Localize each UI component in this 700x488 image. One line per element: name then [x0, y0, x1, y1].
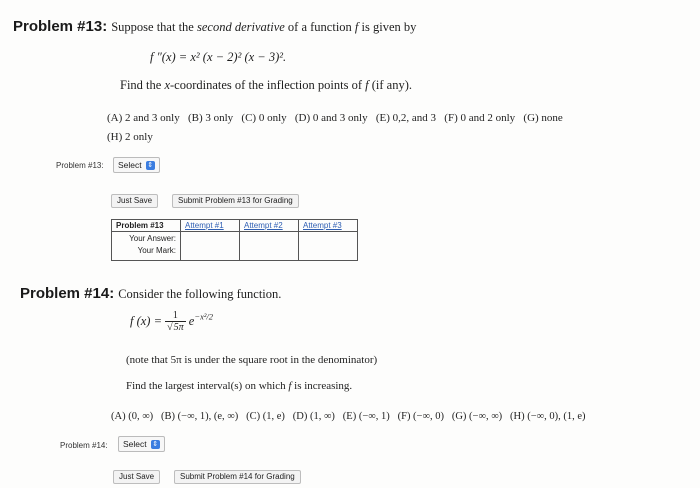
- intro-function: f: [354, 20, 359, 34]
- problem-13-attempts-table: [111, 219, 358, 261]
- problem-13-choice-h: (H) 2 only: [107, 131, 153, 143]
- chevron-updown-icon: ⇕: [152, 441, 159, 449]
- fraction: [165, 311, 186, 333]
- intro-text-2: of a function: [287, 20, 352, 34]
- attempt-3-link[interactable]: Attempt #3: [303, 221, 342, 230]
- attempt-3-cell: [299, 232, 358, 261]
- select-value: Select: [123, 439, 147, 449]
- chevron-updown-icon: ⇕: [147, 162, 154, 170]
- problem-14-just-save-button[interactable]: Just Save: [113, 470, 160, 484]
- table-header-attempt-3[interactable]: [299, 220, 358, 232]
- table-row-labels: [112, 232, 181, 261]
- fraction-numerator: 1: [165, 311, 186, 322]
- problem-14-answer-select[interactable]: [118, 436, 165, 452]
- problem-14-submit-button[interactable]: Submit Problem #14 for Grading: [174, 470, 301, 484]
- problem-13-answer-select[interactable]: [113, 157, 160, 173]
- table-header-row: [112, 220, 358, 232]
- problem-13-intro: [111, 20, 416, 34]
- attempt-1-link[interactable]: Attempt #1: [185, 221, 224, 230]
- select-value: Select: [118, 160, 142, 170]
- intro-text-3: is given by: [361, 20, 417, 34]
- question-text: Find the largest interval(s) on which: [126, 380, 286, 392]
- intro-emphasis: second derivative: [196, 20, 285, 34]
- problem-13-title: Problem #13:: [13, 18, 108, 35]
- question-text: Find the: [120, 78, 162, 92]
- exp-power: −x²/2: [194, 311, 214, 322]
- problem-14-header: [20, 285, 281, 303]
- table-header-attempt-2[interactable]: [240, 220, 299, 232]
- attempt-2-link[interactable]: Attempt #2: [244, 221, 283, 230]
- question-function: f: [288, 380, 292, 392]
- problem-14-choices: (A) (0, ∞) (B) (−∞, 1), (e, ∞) (C) (1, e) (D) (1, ∞) (E) (−∞, 1) (F) (−∞, 0) (G) (−∞, ∞) (H) (−∞, 0), (1, e): [111, 411, 586, 422]
- sqrt-icon: √: [167, 322, 173, 333]
- problem-14-select-label: Problem #14:: [60, 441, 108, 450]
- problem-13-submit-button[interactable]: Submit Problem #13 for Grading: [172, 194, 299, 208]
- problem-13-question: [120, 78, 412, 93]
- problem-13-just-save-button[interactable]: Just Save: [111, 194, 158, 208]
- problem-13-select-label: Problem #13:: [56, 161, 104, 170]
- your-mark-label: Your Mark:: [137, 246, 176, 255]
- problem-14-title: Problem #14:: [20, 285, 115, 302]
- question-variable: x: [164, 78, 171, 92]
- question-function: f: [365, 78, 369, 92]
- table-header-problem: Problem #13: [112, 220, 181, 232]
- problem-13-header: [13, 18, 416, 36]
- question-text-2: is increasing.: [294, 380, 353, 392]
- table-row: [112, 232, 358, 261]
- table-header-attempt-1[interactable]: [181, 220, 240, 232]
- problem-14-note: (note that 5π is under the square root in the denominator): [126, 354, 378, 366]
- problem-14-equation: [130, 311, 213, 333]
- question-text-3: (if any).: [371, 78, 412, 92]
- sqrt-radicand: 5π: [173, 322, 184, 333]
- exp-base: e: [188, 313, 195, 328]
- question-text-2: -coordinates of the inflection points of: [170, 78, 362, 92]
- problem-13-choices: (A) 2 and 3 only (B) 3 only (C) 0 only (D) 0 and 3 only (E) 0,2, and 3 (F) 0 and 2 only (G) none: [107, 112, 563, 124]
- fraction-denominator: [165, 322, 186, 333]
- intro-text: Suppose that the: [111, 20, 194, 34]
- problem-13-equation: f ″(x) = x² (x − 2)² (x − 3)².: [150, 50, 287, 64]
- problem-14-question: [126, 380, 352, 392]
- your-answer-label: Your Answer:: [129, 234, 176, 243]
- function-lhs: f (x) =: [130, 313, 163, 328]
- problem-14-intro: Consider the following function.: [118, 287, 282, 301]
- attempt-1-cell: [181, 232, 240, 261]
- attempt-2-cell: [240, 232, 299, 261]
